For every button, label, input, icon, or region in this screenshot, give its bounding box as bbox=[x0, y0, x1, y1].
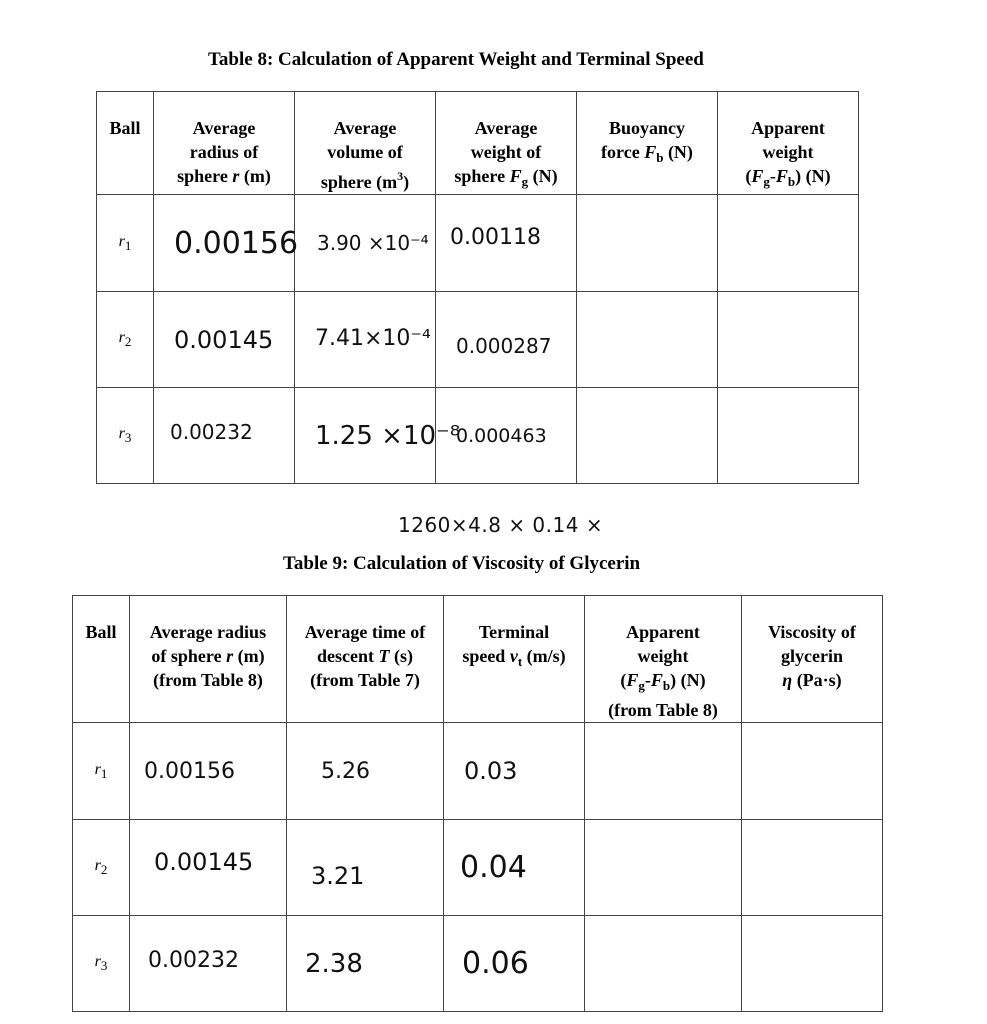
table8-ball-r1: $r_1$ bbox=[97, 195, 154, 292]
table8-volume-r2: 7.41×10⁻⁴ bbox=[295, 292, 436, 388]
table-row bbox=[73, 916, 883, 1012]
table9-speed-r2: 0.04 bbox=[444, 820, 585, 916]
table8-buoyancy-r2 bbox=[577, 292, 718, 388]
table8-header-ball: Ball bbox=[97, 92, 154, 195]
table8-volume-r3: 1.25 ×10⁻⁸ bbox=[295, 388, 436, 484]
table8-apparent-r2 bbox=[718, 292, 859, 388]
table8-ball-r3: $r_3$ bbox=[97, 388, 154, 484]
table9-apparent-r3 bbox=[585, 916, 742, 1012]
table9-ball-r2: $r_2$ bbox=[73, 820, 130, 916]
table9-radius-r2: 0.00145 bbox=[130, 820, 287, 916]
table9-header-viscosity: Viscosity of glycerin η (Pa·s) bbox=[742, 596, 883, 723]
table8-weight-r2: 0.000287 bbox=[436, 292, 577, 388]
table8-caption: Table 8: Calculation of Apparent Weight and Terminal Speed bbox=[208, 49, 704, 70]
table8-header-buoyancy: Buoyancy force $F_b$ (N) bbox=[577, 92, 718, 195]
table8-weight-r3: 0.000463 bbox=[436, 388, 577, 484]
table9-header-radius: Average radius of sphere r (m) (from Table 8) bbox=[130, 596, 287, 723]
table9 bbox=[72, 595, 883, 1012]
table9-time-r1: 5.26 bbox=[287, 723, 444, 820]
table-row bbox=[73, 723, 883, 820]
table9-caption: Table 9: Calculation of Viscosity of Glycerin bbox=[283, 553, 641, 574]
table9-radius-r1: 0.00156 bbox=[130, 723, 287, 820]
table8-header-volume: Average volume of sphere $(m^3)$ bbox=[295, 92, 436, 195]
table9-time-r2: 3.21 bbox=[287, 820, 444, 916]
table8-buoyancy-r3 bbox=[577, 388, 718, 484]
table9-apparent-r1 bbox=[585, 723, 742, 820]
table8-radius-r1: 0.00156 bbox=[154, 195, 295, 292]
table9-apparent-r2 bbox=[585, 820, 742, 916]
table9-time-r3: 2.38 bbox=[287, 916, 444, 1012]
table8-header-weight: Average weight of sphere $F_g$ (N) bbox=[436, 92, 577, 195]
table8-apparent-r3 bbox=[718, 388, 859, 484]
table9-speed-r1: 0.03 bbox=[444, 723, 585, 820]
table-row bbox=[97, 195, 859, 292]
scratch-note: 1260×4.8 × 0.14 × bbox=[398, 513, 604, 537]
table9-header-speed: Terminal speed $v_t$ (m/s) bbox=[444, 596, 585, 723]
table8-apparent-r1 bbox=[718, 195, 859, 292]
table8-header-row bbox=[97, 92, 859, 195]
table8 bbox=[96, 91, 859, 484]
table9-viscosity-r3 bbox=[742, 916, 883, 1012]
table9-speed-r3: 0.06 bbox=[444, 916, 585, 1012]
table8-volume-r1: 3.90 ×10⁻⁴ bbox=[295, 195, 436, 292]
table9-radius-r3: 0.00232 bbox=[130, 916, 287, 1012]
table9-ball-r3: $r_3$ bbox=[73, 916, 130, 1012]
table8-header-radius: Average radius of sphere r (m) bbox=[154, 92, 295, 195]
table8-radius-r2: 0.00145 bbox=[154, 292, 295, 388]
table8-buoyancy-r1 bbox=[577, 195, 718, 292]
table9-viscosity-r1 bbox=[742, 723, 883, 820]
table8-radius-r3: 0.00232 bbox=[154, 388, 295, 484]
table9-ball-r1: $r_1$ bbox=[73, 723, 130, 820]
table9-header-ball: Ball bbox=[73, 596, 130, 723]
table9-viscosity-r2 bbox=[742, 820, 883, 916]
table-row bbox=[97, 292, 859, 388]
table9-header-row bbox=[73, 596, 883, 723]
table8-weight-r1: 0.00118 bbox=[436, 195, 577, 292]
table8-header-apparent: Apparent weight $(F_g-F_b)$ (N) bbox=[718, 92, 859, 195]
table-row bbox=[73, 820, 883, 916]
table8-ball-r2: $r_2$ bbox=[97, 292, 154, 388]
table9-header-time: Average time of descent T (s) (from Table 7) bbox=[287, 596, 444, 723]
table9-header-apparent: Apparent weight $(F_g-F_b)$ (N) (from Table 8) bbox=[585, 596, 742, 723]
table-row bbox=[97, 388, 859, 484]
